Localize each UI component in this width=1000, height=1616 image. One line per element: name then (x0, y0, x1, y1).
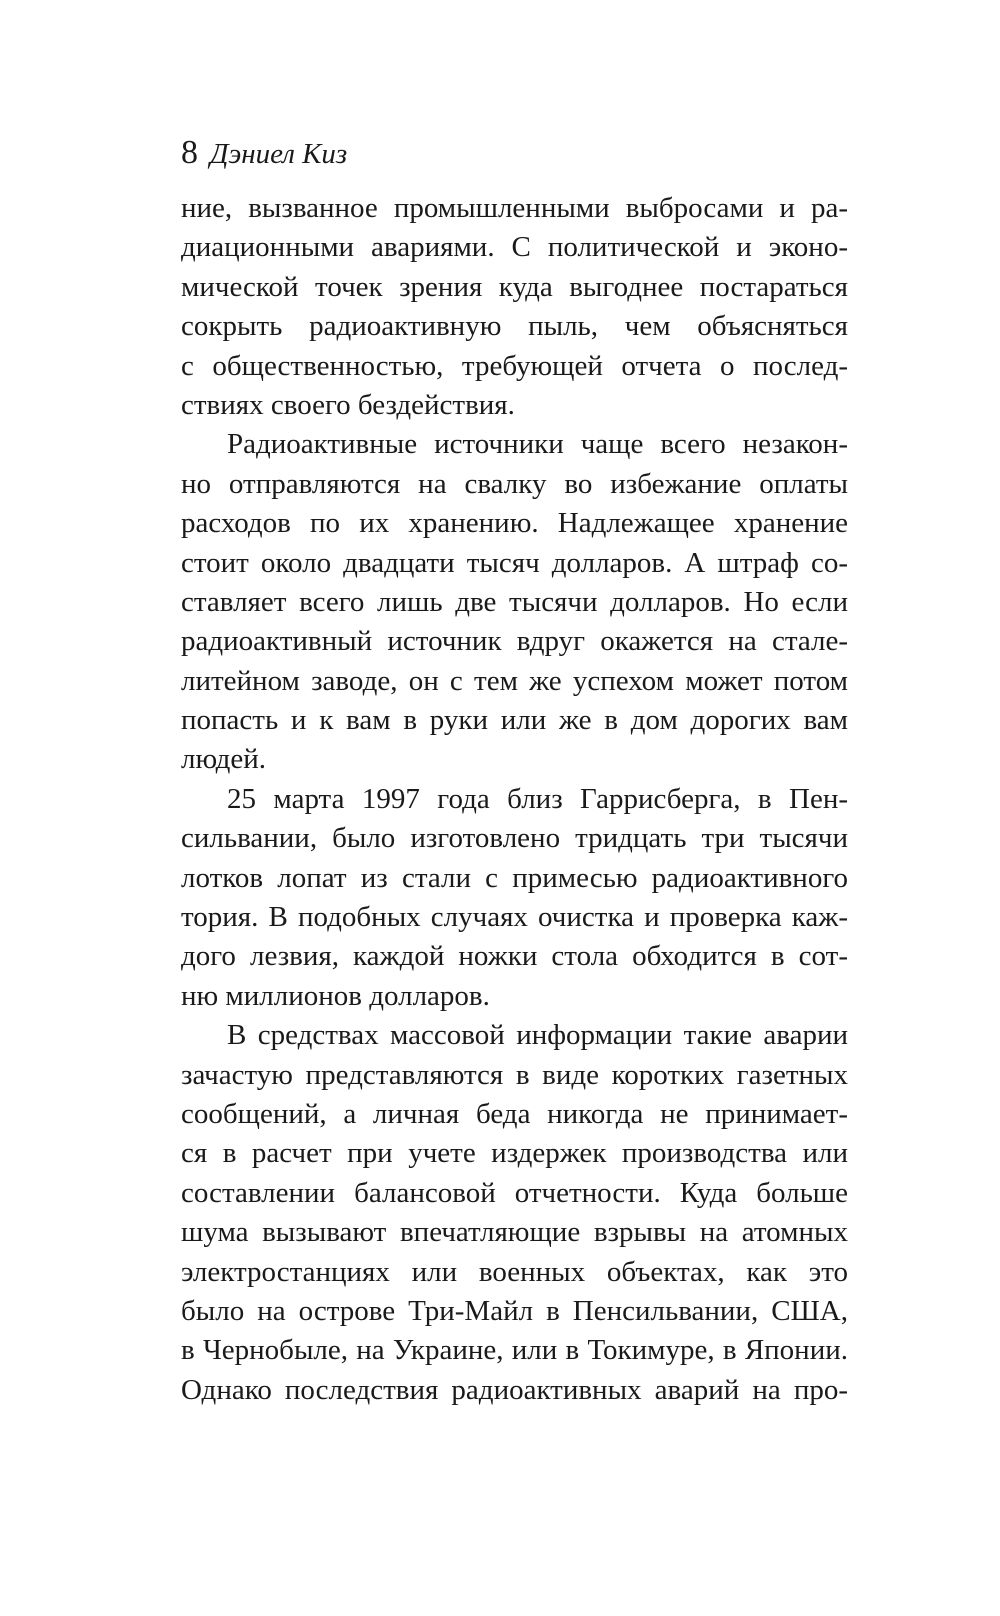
text-line: ся в расчет при учете издержек производства или (181, 1137, 848, 1170)
text-line: стоит около двадцати тысяч долларов. А штраф со- (181, 546, 848, 579)
text-line: зачастую представляются в виде коротких газетных (181, 1058, 848, 1091)
text-line: ню миллионов долларов. (181, 979, 490, 1012)
text-line: диационными авариями. С политической и эконо- (181, 231, 848, 264)
text-line: дого лезвия, каждой ножки стола обходится в сот- (181, 940, 848, 973)
text-line: с общественностью, требующей отчета о послед- (181, 349, 848, 382)
page-number: 8 (181, 134, 198, 171)
text-line: было на острове Три-Майл в Пенсильвании, США, (181, 1294, 848, 1327)
text-line: электростанциях или военных объектах, как это (181, 1255, 848, 1288)
text-line: В средствах массовой информации такие аварии (227, 1019, 848, 1052)
text-line: шума вызывают впечатляющие взрывы на атомных (181, 1216, 848, 1249)
text-line: Однако последствия радиоактивных аварий на про- (181, 1373, 848, 1406)
text-line: попасть и к вам в руки или же в дом дорогих вам (181, 704, 848, 737)
text-line: в Чернобыле, на Украине, или в Токимуре, в Японии. (181, 1334, 848, 1367)
text-line: сокрыть радиоактивную пыль, чем объясняться (181, 310, 848, 343)
text-line: составлении балансовой отчетности. Куда больше (181, 1176, 848, 1209)
text-line: Радиоактивные источники чаще всего незакон- (227, 428, 848, 461)
text-line: мической точек зрения куда выгоднее постараться (181, 270, 848, 303)
text-line: сообщений, а личная беда никогда не принимает- (181, 1097, 848, 1130)
text-line: радиоактивный источник вдруг окажется на стале- (181, 625, 848, 658)
body-text (181, 189, 848, 1410)
text-line: лотков лопат из стали с примесью радиоактивного (181, 861, 848, 894)
text-line: расходов по их хранению. Надлежащее хранение (181, 507, 848, 540)
text-line: людей. (181, 743, 267, 776)
running-head-author: Дэниел Киз (210, 138, 348, 170)
text-line: но отправляются на свалку во избежание оплаты (181, 467, 848, 500)
text-line: 25 марта 1997 года близ Гаррисберга, в Пен- (227, 782, 848, 815)
text-line: литейном заводе, он с тем же успехом может потом (181, 664, 848, 697)
text-line: тория. В подобных случаях очистка и проверка каж- (181, 901, 848, 934)
text-line: сильвании, было изготовлено тридцать три тысячи (181, 822, 848, 855)
text-line: ние, вызванное промышленными выбросами и ра- (181, 192, 848, 224)
text-line: ставляет всего лишь две тысячи долларов. Но если (181, 585, 848, 618)
running-head (181, 131, 347, 175)
text-line: ствиях своего бездействия. (181, 388, 515, 421)
